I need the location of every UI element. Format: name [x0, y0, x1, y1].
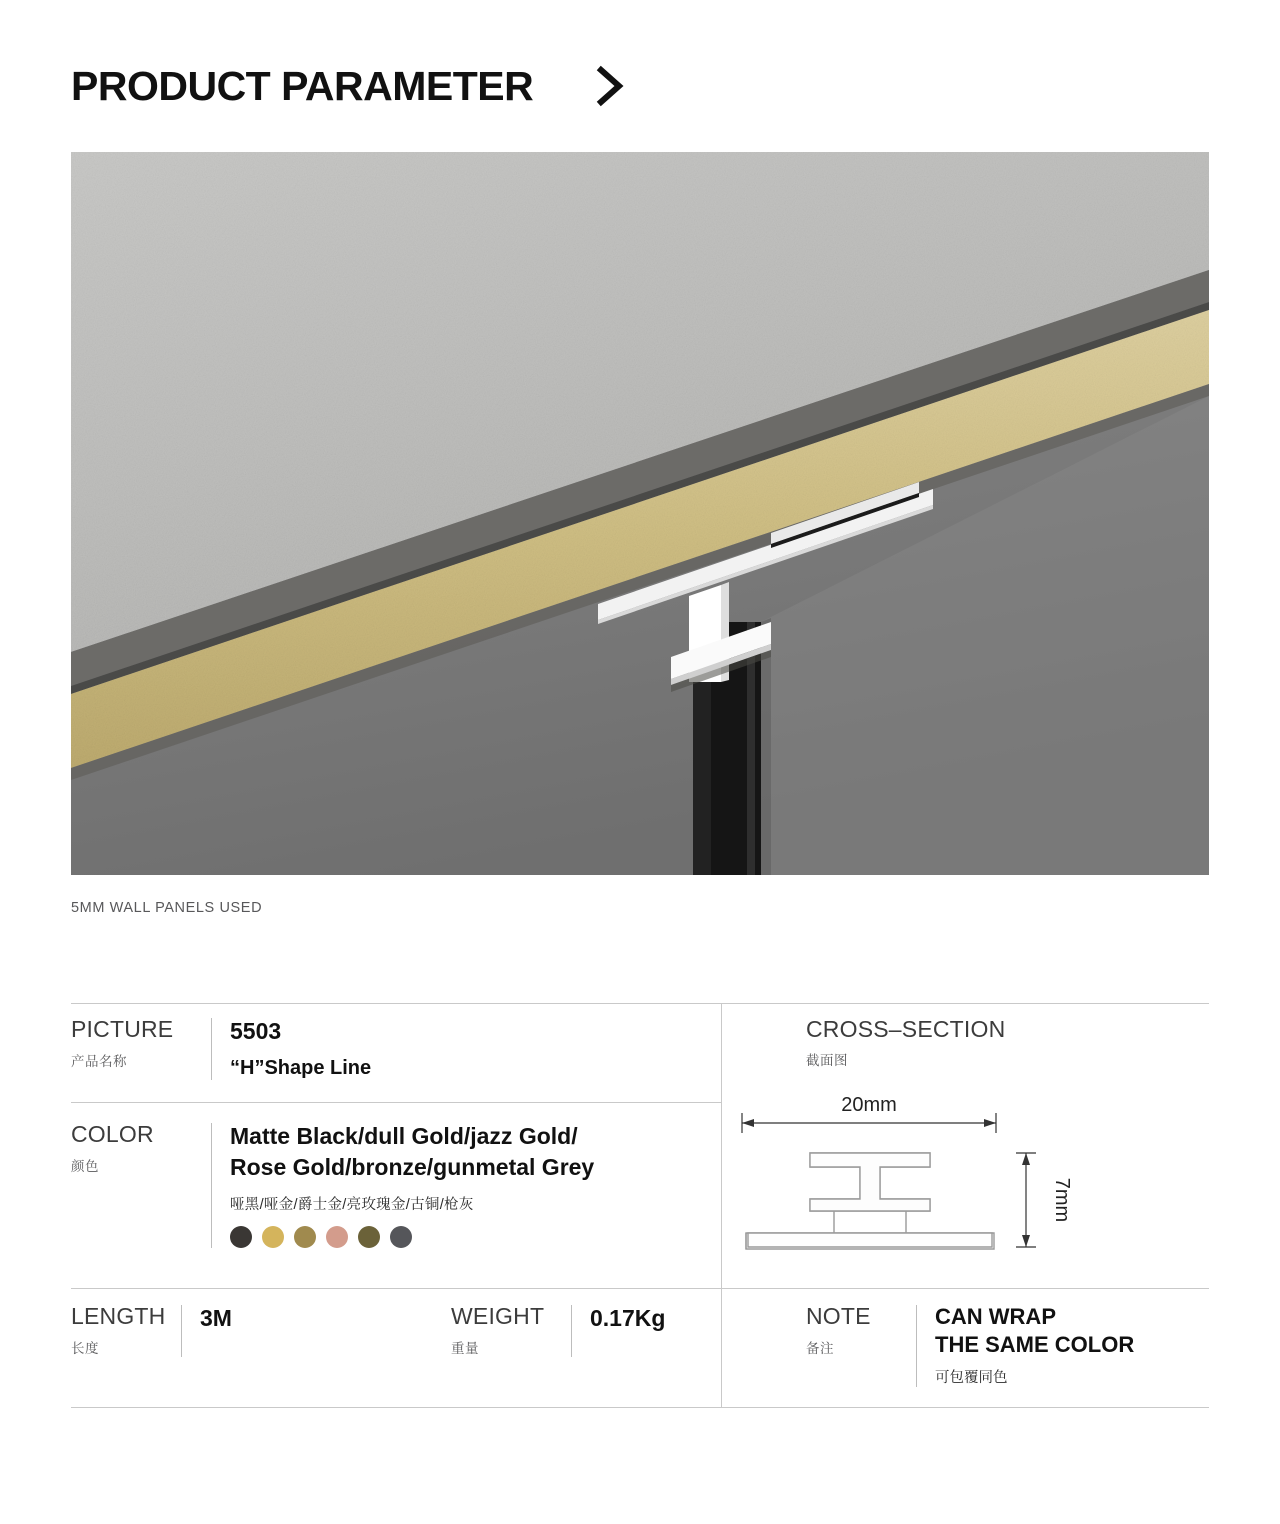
field-separator [181, 1305, 182, 1357]
hero-illustration [71, 152, 1209, 875]
color-swatch[interactable] [294, 1226, 316, 1248]
cross-section-width-label: 20mm [841, 1094, 897, 1116]
cross-section-drawing [726, 1083, 1209, 1288]
length-value: 3M [200, 1305, 232, 1331]
cross-section-panel [721, 1004, 1209, 1288]
divider-bottom [71, 1407, 1209, 1408]
color-swatch[interactable] [230, 1226, 252, 1248]
product-name: “H”Shape Line [230, 1057, 372, 1080]
hero-caption: 5MM WALL PANELS USED [71, 900, 263, 916]
weight-value: 0.17Kg [590, 1305, 666, 1331]
spec-row-lower [71, 1289, 1209, 1407]
picture-label-cn: 产品名称 [71, 1053, 127, 1069]
page-title: PRODUCT PARAMETER [71, 62, 534, 109]
field-weight [451, 1303, 721, 1407]
cross-section-label-cn: 截面图 [806, 1053, 848, 1068]
field-separator [916, 1305, 917, 1387]
cross-section-label-en: CROSS–SECTION [806, 1016, 1006, 1042]
field-picture [71, 1016, 721, 1102]
cross-section-height-label: 7mm [1051, 1177, 1073, 1223]
note-value-line1: CAN WRAP [935, 1304, 1056, 1329]
field-length [71, 1303, 451, 1407]
weight-label-cn: 重量 [451, 1340, 479, 1356]
color-label-en: COLOR [71, 1121, 154, 1148]
field-separator [211, 1123, 212, 1248]
picture-label-en: PICTURE [71, 1016, 174, 1042]
page-header [71, 62, 627, 110]
field-note [721, 1303, 1209, 1407]
weight-label-en: WEIGHT [451, 1303, 545, 1329]
length-label [71, 1303, 181, 1357]
length-label-cn: 长度 [71, 1340, 99, 1356]
color-swatch[interactable] [326, 1226, 348, 1248]
note-label-cn: 备注 [806, 1340, 834, 1356]
color-swatch-list [230, 1226, 594, 1248]
color-label-cn: 颜色 [71, 1158, 99, 1174]
spec-left-column [71, 1004, 721, 1288]
field-separator [571, 1305, 572, 1357]
color-swatch[interactable] [262, 1226, 284, 1248]
weight-label [451, 1303, 571, 1357]
note-label [806, 1303, 916, 1357]
field-separator [211, 1018, 212, 1080]
color-value-cn: 哑黑/哑金/爵士金/亮玫瑰金/古铜/枪灰 [230, 1197, 474, 1214]
field-color [71, 1103, 721, 1248]
color-value-line1: Matte Black/dull Gold/jazz Gold/ [230, 1123, 578, 1150]
note-value-cn: 可包覆同色 [935, 1370, 1008, 1386]
product-code: 5503 [230, 1018, 282, 1044]
color-value-line2: Rose Gold/bronze/gunmetal Grey [230, 1154, 595, 1181]
spec-table [71, 1003, 1209, 1408]
note-value-group [935, 1303, 1134, 1387]
picture-value [230, 1016, 371, 1080]
note-value-line2: THE SAME COLOR [935, 1331, 1135, 1357]
length-label-en: LENGTH [71, 1303, 166, 1329]
picture-label [71, 1016, 211, 1070]
color-swatch[interactable] [390, 1226, 412, 1248]
color-label [71, 1121, 211, 1175]
note-label-en: NOTE [806, 1303, 871, 1329]
color-value [230, 1121, 594, 1248]
chevron-right-icon [593, 62, 627, 110]
color-swatch[interactable] [358, 1226, 380, 1248]
spec-row-upper [71, 1004, 1209, 1288]
product-hero-image [71, 152, 1209, 875]
